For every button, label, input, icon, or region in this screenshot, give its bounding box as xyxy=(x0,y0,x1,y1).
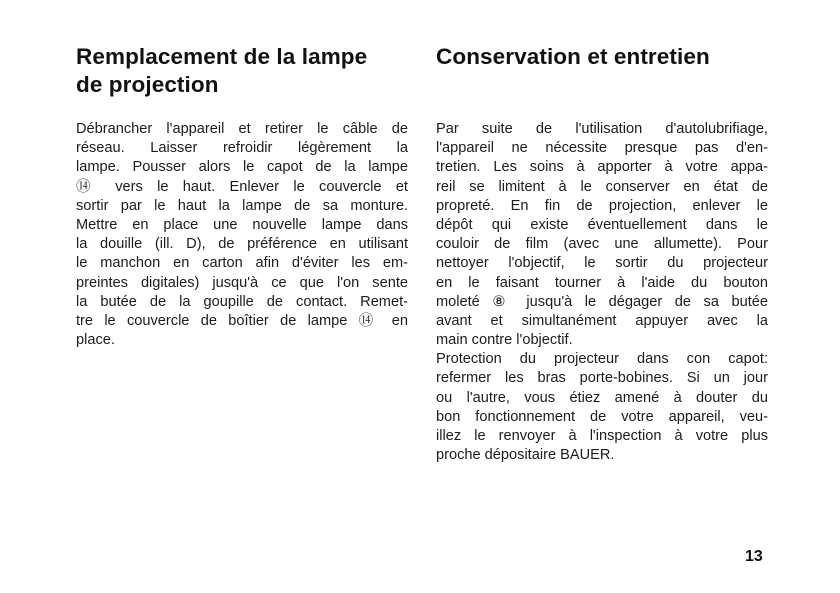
text-line: réseau. Laisser refroidir légèrement la xyxy=(76,140,408,157)
text-line: la butée de la goupille de contact. Remet- xyxy=(76,293,408,310)
care-maintenance-heading: Conservation et entretien xyxy=(436,44,710,69)
text-line: Par suite de l'utilisation d'autolubrifiage, xyxy=(436,121,768,137)
text-line: lampe. Pousser alors le capot de la lampe xyxy=(76,159,408,176)
text-line: main contre l'objectif. xyxy=(436,332,573,349)
text-line: en le faisant tourner à l'aide du bouton xyxy=(436,274,768,291)
text-line: place. xyxy=(76,332,115,349)
text-line: Protection du projecteur dans con capot: xyxy=(436,351,768,368)
text-line: Débrancher l'appareil et retirer le câble de xyxy=(76,121,408,137)
text-line: ou l'autre, vous étiez amené à douter du xyxy=(436,389,768,406)
heading-line-1: Remplacement de la lampe xyxy=(76,44,368,69)
text-line: Mettre en place une nouvelle lampe dans xyxy=(76,216,408,233)
text-line: reil se limitent à le conserver en état de xyxy=(436,178,768,195)
care-maintenance-text xyxy=(436,120,768,465)
text-line: illez le renvoyer à l'inspection à votre plus xyxy=(436,428,768,444)
text-line: la douille (ill. D), de préférence en utilisant xyxy=(76,236,408,253)
heading-line-2: de projection xyxy=(76,72,219,97)
text-line: preintes digitales) jusqu'à ce que l'on sente xyxy=(76,274,408,291)
page-number: 13 xyxy=(745,548,763,565)
text-line: le manchon en carton afin d'éviter les em- xyxy=(76,255,408,272)
text-line: ⑭ vers le haut. Enlever le couvercle et xyxy=(76,178,408,195)
text-line: propreté. En fin de projection, enlever le xyxy=(436,197,768,214)
lamp-replacement-heading xyxy=(76,43,367,99)
text-line: sortir par le haut la lampe de sa monture. xyxy=(76,197,408,214)
text-line: nettoyer l'objectif, le sortir du projecteur xyxy=(436,255,768,272)
text-line: tre le couvercle de boîtier de lampe ⑭ en xyxy=(76,312,408,329)
text-line: dépôt qui existe éventuellement dans le xyxy=(436,216,768,233)
text-line: proche dépositaire BAUER. xyxy=(436,447,615,464)
text-line: moleté ⑧ jusqu'à le dégager de sa butée xyxy=(436,293,768,310)
lamp-replacement-text xyxy=(76,120,408,350)
text-line: refermer les bras porte-bobines. Si un jour xyxy=(436,370,768,387)
text-line: avant et simultanément appuyer avec la xyxy=(436,312,768,329)
text-line: bon fonctionnement de votre appareil, veu- xyxy=(436,408,768,425)
text-line: tretien. Les soins à apporter à votre appa- xyxy=(436,159,768,176)
text-line: l'appareil ne nécessite presque pas d'en- xyxy=(436,140,768,157)
text-line: couloir de film (avec une allumette). Pour xyxy=(436,236,768,253)
